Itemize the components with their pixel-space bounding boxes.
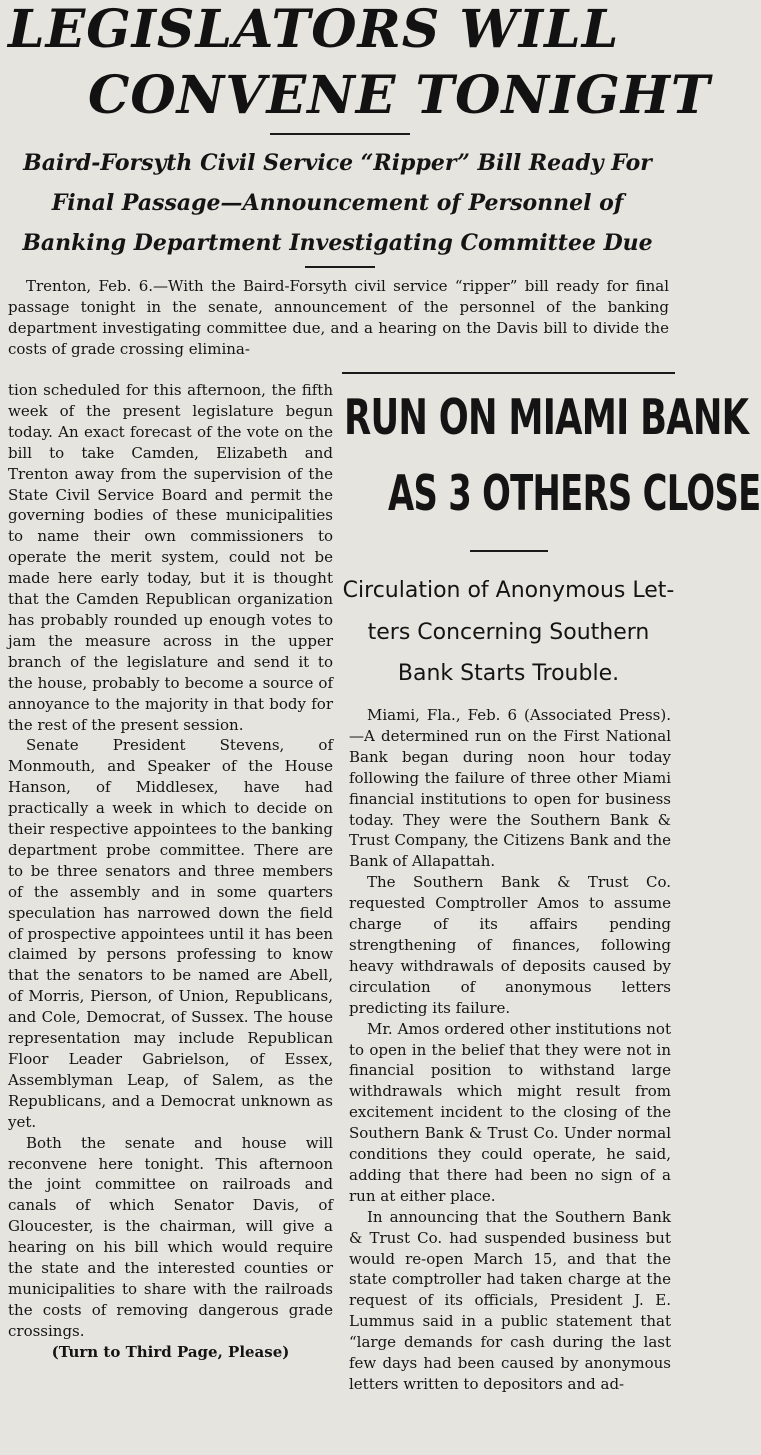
miami-paragraph-1: Miami, Fla., Feb. 6 (Associated Press).—A determined run on the First National Bank began during noon hour today following the failure of three other Miami financial institutions to open for business today. They were the Southern Bank & Trust Company, the Citizens Bank and the Bank of Allapattah.: [349, 706, 671, 871]
miami-headline-line-2: AS 3 OTHERS CLOSE: [388, 465, 761, 522]
miami-paragraph-3: Mr. Amos ordered other institutions not to open in the belief that they were not in financial position to withstand large withdrawals which might result from excitement incident to the closing of the Southern Bank & Trust Co. Under normal conditions they could operate, he said, adding that there had been no sign of a run at either place.: [349, 1019, 671, 1205]
miami-paragraph-2: The Southern Bank & Trust Co. requested Comptroller Amos to assume charge of its affairs pending strengthening of finances, following heavy withdrawals of deposits caused by circulation of anonymous letters predicting its failure.: [349, 873, 671, 1017]
headline-rule: [270, 133, 410, 135]
column-divider-rule: [342, 372, 675, 374]
miami-subhead-line-1: Circulation of Anonymous Let-: [342, 578, 675, 603]
miami-paragraph-4: In announcing that the Southern Bank & Trust Co. had suspended business but would re-open March 15, and that the state comptroller had taken charge at the request of its officials, President J. E. Lummus said in a public statement that “large demands for cash during the last few days had been caused by anonymous letters written to depositors and ad-: [349, 1207, 671, 1393]
deck-line-1: Baird-Forsyth Civil Service “Ripper” Bill Ready For: [23, 150, 652, 176]
deck-line-3: Banking Department Investigating Committee Due: [22, 230, 653, 256]
lead-paragraph: [8, 276, 669, 360]
right-column: [349, 705, 671, 1395]
miami-headline-line-1: RUN ON MIAMI BANK: [344, 389, 749, 446]
miami-subhead-line-2: ters Concerning Southern: [367, 620, 650, 645]
lead-text: Trenton, Feb. 6.—With the Baird-Forsyth civil service “ripper” bill ready for final passage tonight in the senate, announcement of the personnel of the banking department investigating committee due, and a hearing on the Davis bill to divide the costs of grade crossing elimina-: [8, 277, 669, 358]
main-headline-line-2: CONVENE TONIGHT: [88, 65, 711, 126]
legislature-paragraph-3: Both the senate and house will reconvene here tonight. This afternoon the joint committee on railroads and canals of which Senator Davis, of Gloucester, is the chairman, will give a hearing on his bill which would require the state and the interested counties or municipalities to share with the railroads the costs of removing dangerous grade crossings.: [8, 1133, 333, 1340]
left-column: [8, 380, 333, 1363]
deck-rule: [305, 266, 375, 268]
main-headline-line-1: LEGISLATORS WILL: [8, 0, 620, 60]
miami-headline-rule: [470, 550, 548, 552]
deck-line-2: Final Passage—Announcement of Personnel of: [51, 190, 624, 216]
continuation-note: (Turn to Third Page, Please): [51, 1342, 290, 1361]
legislature-paragraph-2: Senate President Stevens, of Monmouth, and Speaker of the House Hanson, of Middlesex, have had practically a week in which to decide on their respective appointees to the banking department probe committee. There are to be three senators and three members of the assembly and in some quarters speculation has narrowed down the field of prospective appointees until it has been claimed by persons professing to know that the senators to be named are Abell, of Morris, Pierson, of Union, Republicans, and Cole, Democrat, of Sussex. The house representation may include Republican Floor Leader Gabrielson, of Essex, Assemblyman Leap, of Salem, as the Republicans, and a Democrat unknown as yet.: [8, 736, 333, 1131]
miami-subhead-line-3: Bank Starts Trouble.: [397, 661, 620, 686]
legislature-paragraph-1: tion scheduled for this afternoon, the fifth week of the present legislature begun today. An exact forecast of the vote on the bill to take Camden, Elizabeth and Trenton away from the supervision of the State Civil Service Board and permit the governing bodies of these municipalities to name their own commissioners to operate the merit system, could not be made here early today, but it is thought that the Camden Republican organization has probably rounded up enough votes to jam the measure across in the upper branch of the legislature and send it to the house, probably to become a source of annoyance to the majority in that body for the rest of the present session.: [8, 381, 333, 734]
